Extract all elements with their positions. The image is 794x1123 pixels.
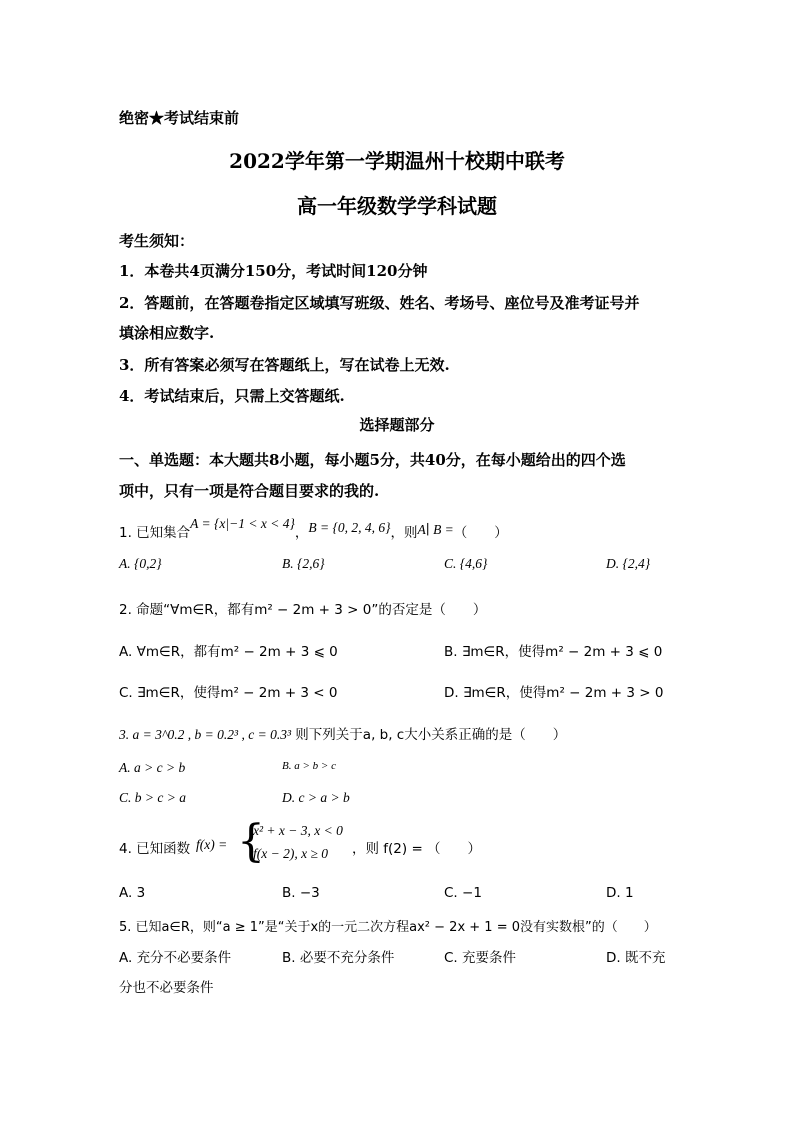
question-5: 5. 已知a∈R，则“a ≥ 1”是“关于x的一元二次方程ax² − 2x + 1 = 0没有实数根”的（ ） [119, 920, 657, 935]
section-intro-cont: 项中，只有一项是符合题目要求的我的. [119, 482, 380, 500]
q4-option-b: B. −3 [282, 885, 320, 901]
q2-option-b: B. ∃m∈R，使得m² − 2m + 3 ⩽ 0 [444, 644, 663, 660]
q5-option-d-cont: 分也不必要条件 [119, 980, 214, 996]
question-1-set-b: B = {0, 2, 4, 6} [308, 520, 391, 535]
q2-option-a: A. ∀m∈R，都有m² − 2m + 3 ⩽ 0 [119, 644, 338, 660]
question-1-comma: ， [294, 525, 309, 541]
q4-option-d: D. 1 [606, 885, 634, 901]
notice-item-4: 4．考试结束后，只需上交答题纸. [119, 387, 345, 405]
question-1-paren: （ ） [453, 525, 508, 541]
q1-option-c: C. {4,6} [444, 556, 488, 571]
section-title: 选择题部分 [359, 416, 435, 434]
question-1-set-a: A = {x|−1 < x < 4} [190, 516, 295, 531]
q5-option-d: D. 既不充 [606, 950, 666, 966]
q5-option-c: C. 充要条件 [444, 950, 517, 966]
question-1 [119, 516, 508, 541]
question-1-expr: A∣ B = [417, 522, 454, 537]
question-1-prefix: 1. 已知集合 [119, 525, 191, 541]
q3-option-d: D. c > a > b [282, 790, 350, 805]
q3-option-b: B. a > b > c [282, 760, 336, 772]
q4-option-a: A. 3 [119, 885, 146, 901]
piecewise-case-2: f(x − 2), x ≥ 0 [253, 846, 328, 861]
q3-option-a: A. a > c > b [119, 760, 186, 775]
question-3 [119, 723, 566, 743]
notice-item-2: 2．答题前，在答题卷指定区域填写班级、姓名、考场号、座位号及准考证号并 [119, 294, 640, 312]
q5-option-a: A. 充分不必要条件 [119, 950, 232, 966]
q2-option-d: D. ∃m∈R，使得m² − 2m + 3 > 0 [444, 685, 664, 701]
notice-item-1: 1．本卷共4页满分150分，考试时间120分钟 [119, 262, 428, 280]
notice-item-3: 3．所有答案必须写在答题纸上，写在试卷上无效. [119, 356, 450, 374]
question-4-prefix: 4. 已知函数 [119, 841, 191, 857]
q1-option-d: D. {2,4} [606, 556, 651, 571]
question-2: 2. 命题“∀m∈R，都有m² − 2m + 3 > 0”的否定是（ ） [119, 602, 487, 618]
q5-option-b: B. 必要不充分条件 [282, 950, 395, 966]
piecewise-brace: { [237, 816, 265, 867]
exam-subtitle: 高一年级数学学科试题 [297, 194, 497, 218]
q4-option-c: C. −1 [444, 885, 482, 901]
q1-option-b: B. {2,6} [282, 556, 325, 571]
question-4-func: f(x) = [196, 837, 228, 852]
q1-option-a: A. {0,2} [119, 556, 162, 571]
notice-item-2-cont: 填涂相应数字. [119, 324, 215, 342]
question-3-text: 则下列关于a, b, c大小关系正确的是（ ） [295, 727, 567, 743]
section-intro: 一、单选题：本大题共8小题，每小题5分，共40分，在每小题给出的四个选 [119, 451, 626, 469]
question-1-then: ，则 [390, 525, 418, 541]
confidential-label: 绝密★考试结束前 [119, 109, 240, 127]
exam-title: 2022学年第一学期温州十校期中联考 [229, 149, 565, 173]
question-3-math: 3. a = 3^0.2 , b = 0.2³ , c = 0.3³ [119, 727, 291, 742]
notice-heading: 考生须知： [119, 232, 195, 250]
question-4-suffix: ，则 f(2) = （ ） [352, 841, 482, 857]
piecewise-case-1: x² + x − 3, x < 0 [253, 823, 343, 838]
q2-option-c: C. ∃m∈R，使得m² − 2m + 3 < 0 [119, 685, 338, 701]
q3-option-c: C. b > c > a [119, 790, 186, 805]
